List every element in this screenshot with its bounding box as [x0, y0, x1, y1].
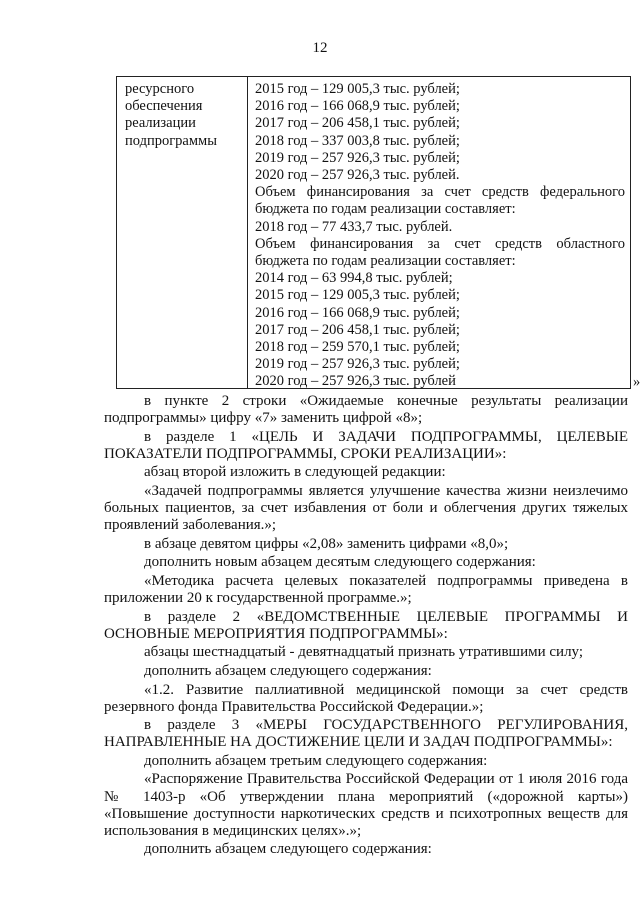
funding-line: 2017 год – 206 458,1 тыс. рублей;: [255, 115, 460, 132]
federal-funding-line: 2018 год – 77 433,7 тыс. рублей.: [255, 218, 453, 235]
paragraph-line: резервного фонда Правительства Российской Федерации.»;: [104, 698, 484, 715]
paragraph: дополнить абзацем следующего содержания:: [144, 662, 432, 679]
paragraph-line: в разделе 3 «МЕРЫ ГОСУДАРСТВЕННОГО РЕГУЛИРОВАНИЯ,: [144, 717, 628, 734]
paragraph: абзацы шестнадцатый - девятнадцатый признать утратившими силу;: [144, 644, 584, 661]
table-left-cell: [125, 81, 243, 150]
funding-line: 2019 год – 257 926,3 тыс. рублей;: [255, 149, 460, 166]
regional-funding-line: 2020 год – 257 926,3 тыс. рублей: [255, 373, 456, 390]
paragraph: в абзаце девятом цифры «2,08» заменить цифрами «8,0»;: [144, 535, 509, 552]
federal-heading-line: бюджета по годам реализации составляет:: [255, 201, 516, 218]
paragraph-line: использования в медицинских целях».»;: [104, 822, 362, 839]
amendment-text: [104, 393, 628, 860]
paragraph: [104, 429, 628, 463]
paragraph-line: «Задачей подпрограммы является улучшение качества жизни неизлечимо: [144, 482, 628, 499]
paragraph-line: «1.2. Развитие паллиативной медицинской помощи за счет средств: [144, 681, 628, 698]
paragraph: абзац второй изложить в следующей редакции:: [144, 464, 446, 481]
paragraph-line: № 1403-р «Об утверждении плана мероприятий («дорожной карты»): [104, 788, 628, 805]
paragraph: [104, 682, 628, 716]
regional-heading-line: Объем финансирования за счет средств областного: [255, 235, 625, 252]
left-label-line: ресурсного: [125, 81, 195, 97]
paragraph-line: приложении 20 к государственной программе.»;: [104, 590, 412, 607]
paragraph: дополнить абзацем следующего содержания:: [144, 841, 432, 858]
page-number: 12: [312, 40, 328, 56]
funding-line: 2020 год – 257 926,3 тыс. рублей.: [255, 167, 460, 184]
paragraph: [104, 573, 628, 607]
paragraph: [104, 483, 628, 534]
table-right-cell: [255, 81, 625, 391]
paragraph-line: «Методика расчета целевых показателей подпрограммы приведена в: [144, 572, 628, 589]
funding-line: 2018 год – 337 003,8 тыс. рублей;: [255, 132, 460, 149]
paragraph-line: ПОКАЗАТЕЛИ ПОДПРОГРАММЫ, СРОКИ РЕАЛИЗАЦИИ»:: [104, 445, 507, 462]
paragraph-line: в пункте 2 строки «Ожидаемые конечные результаты реализации: [144, 393, 628, 409]
paragraph-line: «Повышение доступности наркотических средств и психотропных веществ для: [104, 805, 628, 822]
paragraph-line: в разделе 1 «ЦЕЛЬ И ЗАДАЧИ ПОДПРОГРАММЫ, ЦЕЛЕВЫЕ: [144, 428, 628, 445]
regional-funding-line: 2014 год – 63 994,8 тыс. рублей;: [255, 270, 453, 287]
closing-quote: »: [633, 374, 640, 390]
funding-table: [116, 76, 631, 389]
paragraph-line: больных пациентов, за счет избавления от боли и облегчения других тяжелых: [104, 500, 628, 517]
regional-funding-line: 2019 год – 257 926,3 тыс. рублей;: [255, 356, 460, 373]
left-label-line: реализации: [125, 115, 196, 132]
paragraph: дополнить новым абзацем десятым следующего содержания:: [144, 554, 536, 571]
funding-line: 2016 год – 166 068,9 тыс. рублей;: [255, 98, 460, 115]
regional-funding-line: 2017 год – 206 458,1 тыс. рублей;: [255, 321, 460, 338]
paragraph-line: подпрограммы» цифру «7» заменить цифрой «8»;: [104, 410, 423, 427]
paragraph: дополнить абзацем третьим следующего содержания:: [144, 752, 488, 769]
paragraph-line: проявлений заболевания.»;: [104, 517, 277, 534]
table-column-divider: [247, 77, 248, 388]
regional-funding-line: 2018 год – 259 570,1 тыс. рублей;: [255, 339, 460, 356]
paragraph-line: «Распоряжение Правительства Российской Федерации от 1 июля 2016 года: [144, 771, 628, 788]
regional-funding-line: 2015 год – 129 005,3 тыс. рублей;: [255, 287, 460, 304]
regional-funding-line: 2016 год – 166 068,9 тыс. рублей;: [255, 304, 460, 321]
paragraph-line: в разделе 2 «ВЕДОМСТВЕННЫЕ ЦЕЛЕВЫЕ ПРОГРАММЫ И: [144, 608, 628, 625]
paragraph-line: НАПРАВЛЕННЫЕ НА ДОСТИЖЕНИЕ ЦЕЛИ И ЗАДАЧ ПОДПРОГРАММЫ»:: [104, 734, 613, 751]
federal-heading-line: Объем финансирования за счет средств федерального: [255, 184, 625, 201]
regional-heading-line: бюджета по годам реализации составляет:: [255, 253, 516, 270]
paragraph: [104, 609, 628, 643]
paragraph: [104, 717, 628, 751]
funding-line: 2015 год – 129 005,3 тыс. рублей;: [255, 81, 460, 97]
paragraph: [104, 393, 628, 427]
paragraph: [104, 771, 628, 839]
paragraph-line: ОСНОВНЫЕ МЕРОПРИЯТИЯ ПОДПРОГРАММЫ»:: [104, 625, 448, 642]
left-label-line: обеспечения: [125, 98, 203, 115]
left-label-line: подпрограммы: [125, 132, 217, 149]
